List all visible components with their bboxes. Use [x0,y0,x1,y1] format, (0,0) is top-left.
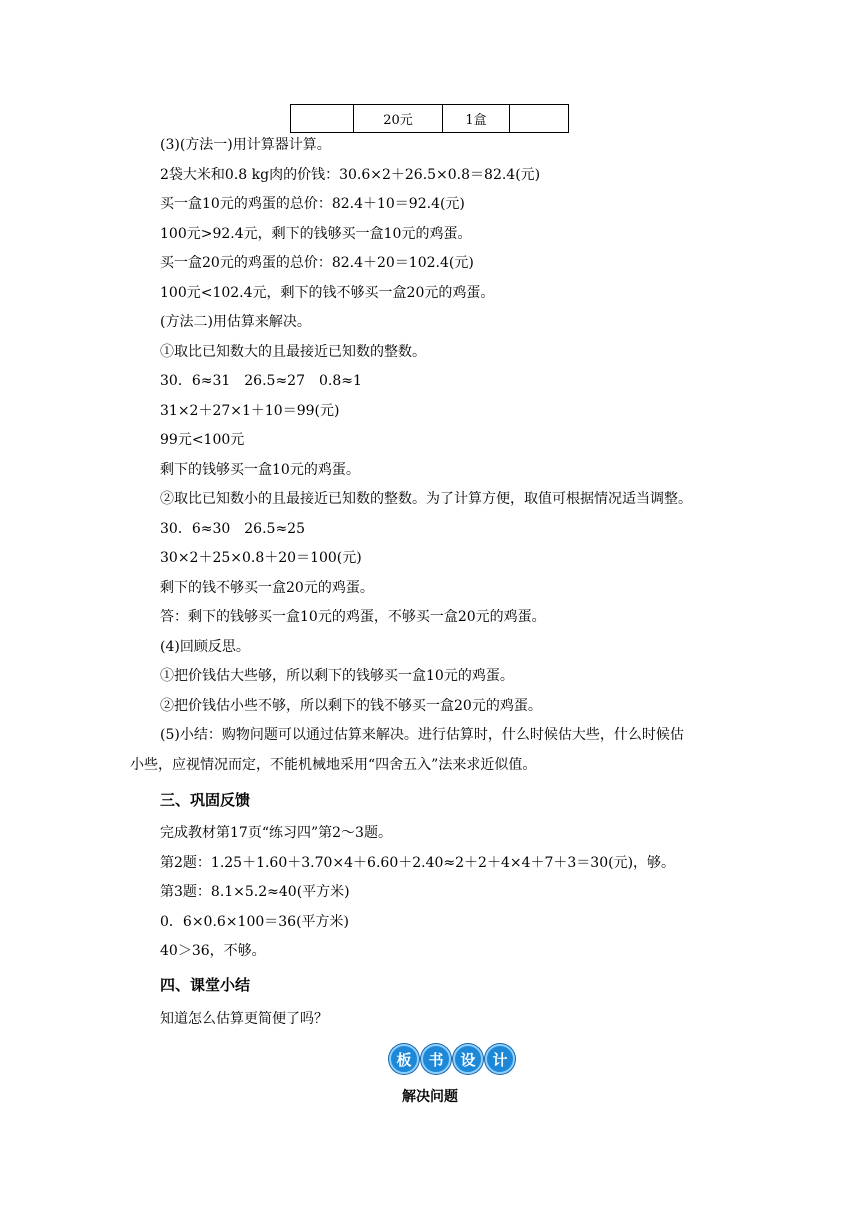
section-heading: 三、巩固反馈 [160,791,251,809]
text-line: ②取比已知数小的且最接近已知数的整数。为了计算方便，取值可根据情况适当调整。 [160,491,692,507]
text-line: 100元<102.4元，剩下的钱不够买一盒20元的鸡蛋。 [160,285,495,301]
text-line: 30．6≈30 26.5≈25 [160,521,305,537]
table-cell [510,105,569,133]
board-caption: 解决问题 [402,1089,458,1105]
text-line: (5)小结：购物问题可以通过估算来解决。进行估算时，什么时候估大些，什么时候估 [160,727,684,743]
text-line: 剩下的钱够买一盒10元的鸡蛋。 [160,462,360,478]
text-line: 答：剩下的钱够买一盒10元的鸡蛋，不够买一盒20元的鸡蛋。 [160,609,546,625]
text-line: 买一盒20元的鸡蛋的总价：82.4＋20＝102.4(元) [160,255,474,271]
text-line: ①取比已知数大的且最接近已知数的整数。 [160,344,426,360]
table-cell: 20元 [354,105,443,133]
banner-char: 计 [485,1044,515,1074]
text-line: 第3题：8.1×5.2≈40(平方米) [160,884,350,900]
text-line: 99元<100元 [160,432,245,448]
text-line: 知道怎么估算更简便了吗？ [160,1011,328,1027]
text-line: 2袋大米和0.8 kg肉的价钱：30.6×2＋26.5×0.8＝82.4(元) [160,167,541,183]
text-line: 31×2＋27×1＋10＝99(元) [160,403,340,419]
text-line: ②把价钱估小些不够，所以剩下的钱不够买一盒20元的鸡蛋。 [160,698,542,714]
table-cell: 1盒 [443,105,510,133]
price-table [290,104,569,133]
text-line: ①把价钱估大些够，所以剩下的钱够买一盒10元的鸡蛋。 [160,668,514,684]
text-line: 30×2＋25×0.8＋20＝100(元) [160,550,362,566]
banner-char: 设 [453,1044,483,1074]
banner-char: 板 [389,1044,419,1074]
text-line: 0．6×0.6×100＝36(平方米) [160,914,349,930]
text-line: 完成教材第17页“练习四”第2～3题。 [160,825,392,841]
text-line: 小些，应视情况而定，不能机械地采用“四舍五入”法来求近似值。 [130,757,537,773]
text-line: 40＞36，不够。 [160,943,266,959]
text-line: 买一盒10元的鸡蛋的总价：82.4＋10＝92.4(元) [160,196,465,212]
board-design-banner [389,1044,515,1074]
text-line: 30．6≈31 26.5≈27 0.8≈1 [160,373,362,389]
text-line: (4)回顾反思。 [160,639,250,655]
text-line: (3)(方法一)用计算器计算。 [160,137,331,153]
table-cell [291,105,354,133]
text-line: 第2题：1.25＋1.60＋3.70×4＋6.60＋2.40≈2＋2＋4×4＋7＋3＝30(元)，够。 [160,855,676,871]
text-line: (方法二)用估算来解决。 [160,314,311,330]
banner-char: 书 [421,1044,451,1074]
section-heading: 四、课堂小结 [160,976,251,994]
text-line: 100元>92.4元，剩下的钱够买一盒10元的鸡蛋。 [160,226,472,242]
text-line: 剩下的钱不够买一盒20元的鸡蛋。 [160,580,374,596]
table-row [291,105,569,133]
